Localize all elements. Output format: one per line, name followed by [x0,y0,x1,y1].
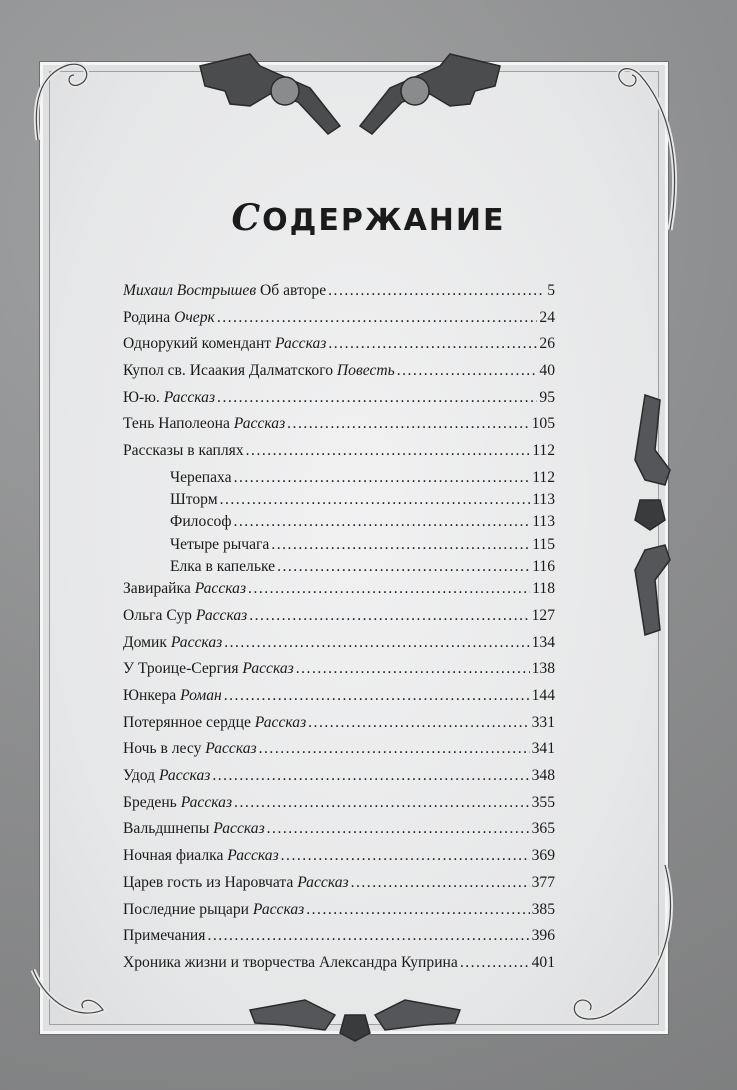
dot-leader [460,954,530,972]
entry-page: 5 [547,282,555,299]
dot-leader [296,660,530,678]
toc-sub-entry[interactable] [123,513,555,535]
entry-page: 396 [531,927,555,945]
sub-entry-title: Елка в капельке [170,558,276,575]
entry-page: 144 [531,687,555,705]
toc-entry[interactable] [123,607,555,634]
entry-page: 385 [531,900,555,918]
entry-genre: Рассказ [194,580,247,598]
toc-entry[interactable] [123,794,555,821]
entry-title: Ю-ю. [123,388,160,406]
entry-page: 355 [531,793,555,811]
entry-page: 138 [531,660,555,678]
sub-entry-title: Философ [170,513,232,531]
entry-page: 331 [531,713,555,731]
dot-leader [217,309,538,327]
entry-title: Ночная фиалка [123,847,224,865]
entry-genre: Рассказ [205,740,257,758]
table-of-contents [123,282,555,981]
entry-page: 40 [539,362,555,380]
dot-leader [212,767,529,785]
toc-entry[interactable] [123,901,555,928]
dot-leader [207,927,529,945]
entry-author: Михаил Вострышев [123,282,257,299]
entry-title: У Троице-Сергия [123,660,239,678]
toc-entry[interactable] [123,442,555,469]
dot-leader [217,389,537,407]
toc-entry[interactable] [123,954,555,981]
dot-leader [246,442,531,460]
entry-title: Домик [123,633,167,651]
dot-leader [220,491,531,509]
entry-genre: Повесть [336,362,395,380]
entry-page: 348 [531,767,555,785]
dot-leader [224,687,530,705]
entry-title: Ночь в лесу [123,740,202,758]
entry-genre: Рассказ [233,415,286,433]
sub-entry-title: Четыре рычага [170,535,270,553]
entry-page: 369 [531,847,555,865]
entry-genre: Рассказ [170,633,223,651]
dot-leader [233,513,530,531]
corner-scroll-bottom-right-icon [555,860,685,1035]
dot-leader [277,558,530,576]
entry-genre: Рассказ [180,793,233,811]
entry-title: Царев гость из Наровчата [123,873,294,891]
toc-entry[interactable] [123,927,555,954]
entry-title: Купол св. Исаакия Далматского [123,362,333,380]
page-title [0,197,737,239]
entry-genre: Рассказ [163,388,216,406]
entry-page: 116 [532,558,555,575]
title-rest: ОДЕРЖАНИЕ [262,203,506,238]
toc-entry[interactable] [123,767,555,794]
dot-leader [308,714,529,732]
toc-entry[interactable] [123,740,555,767]
toc-entry[interactable] [123,415,555,442]
entry-genre: Рассказ [158,767,211,785]
dot-leader [306,901,529,919]
entry-title: Ольга Сур [123,606,192,624]
toc-entry[interactable] [123,847,555,874]
entry-page: 113 [532,491,555,509]
bottom-revolvers-icon [245,985,465,1045]
entry-page: 401 [531,953,555,971]
dot-leader [351,874,530,892]
entry-genre: Рассказ [227,847,279,865]
toc-entry[interactable] [123,820,555,847]
crossed-revolvers-top-icon [190,36,510,146]
entry-page: 26 [539,335,555,353]
entry-genre: Рассказ [252,900,305,918]
entry-genre: Рассказ [275,335,327,353]
entry-genre: Рассказ [297,873,349,891]
toc-sub-entry[interactable] [123,558,555,580]
toc-entry[interactable] [123,309,555,336]
entry-title: Удод [123,767,156,785]
entry-page: 341 [531,740,555,758]
toc-sub-entry[interactable] [123,469,555,491]
toc-entry[interactable] [123,687,555,714]
toc-entry[interactable] [123,335,555,362]
dot-leader [234,469,531,487]
dot-leader [328,335,537,353]
toc-entry[interactable] [123,282,555,309]
dot-leader [249,607,529,625]
entry-genre: Рассказ [213,820,265,838]
entry-page: 112 [532,468,555,486]
toc-entry[interactable] [123,389,555,416]
entry-title: Юнкера [123,687,177,705]
side-revolvers-right-icon [615,390,685,640]
entry-title: Об авторе [260,282,327,299]
toc-entry[interactable] [123,634,555,661]
toc-entry[interactable] [123,714,555,741]
toc-entry[interactable] [123,874,555,901]
dot-leader [267,820,530,838]
entry-title: Родина [123,308,171,326]
entry-page: 127 [531,606,555,624]
entry-genre: Очерк [174,308,215,326]
dot-leader [397,362,538,380]
dot-leader [234,794,530,812]
toc-sub-entry[interactable] [123,491,555,513]
dot-leader [224,634,529,652]
entry-page: 105 [531,415,555,433]
corner-scroll-bottom-left-icon [28,960,108,1030]
entry-page: 134 [531,633,555,651]
dot-leader [287,415,529,433]
dot-leader [248,580,530,598]
entry-title: Тень Наполеона [123,415,230,433]
entry-genre: Рассказ [195,606,248,624]
entry-page: 112 [532,442,555,460]
entry-title: Бредень [123,793,177,811]
entry-title: Завирайка [123,580,191,598]
sub-entry-title: Черепаха [170,468,232,486]
dot-leader [328,282,545,300]
entry-page: 95 [539,388,555,406]
entry-page: 118 [532,580,555,598]
entry-page: 377 [531,873,555,891]
toc-sub-entry[interactable] [123,536,555,558]
entry-title: Вальдшнепы [123,820,210,838]
entry-title: Потерянное сердце [123,713,251,731]
entry-title: Примечания [123,927,206,945]
title-initial: С [231,197,263,239]
entry-genre: Роман [180,687,222,705]
corner-scroll-top-left-icon [28,55,98,145]
entry-page: 115 [532,535,555,553]
toc-entry[interactable] [123,580,555,607]
entry-title: Однорукий комендант [123,335,272,353]
dot-leader [271,536,530,554]
dot-leader [281,847,530,865]
entry-title: Рассказы в каплях [123,442,244,460]
sub-entry-title: Шторм [170,491,218,509]
entry-page: 113 [532,513,555,531]
entry-page: 365 [531,820,555,838]
toc-entry[interactable] [123,660,555,687]
toc-entry[interactable] [123,362,555,389]
entry-title: Хроника жизни и творчества Александра Куприна [123,953,458,971]
entry-page: 24 [539,308,555,326]
entry-genre: Рассказ [254,713,307,731]
dot-leader [259,740,530,758]
entry-genre: Рассказ [242,660,294,678]
entry-title: Последние рыцари [123,900,249,918]
